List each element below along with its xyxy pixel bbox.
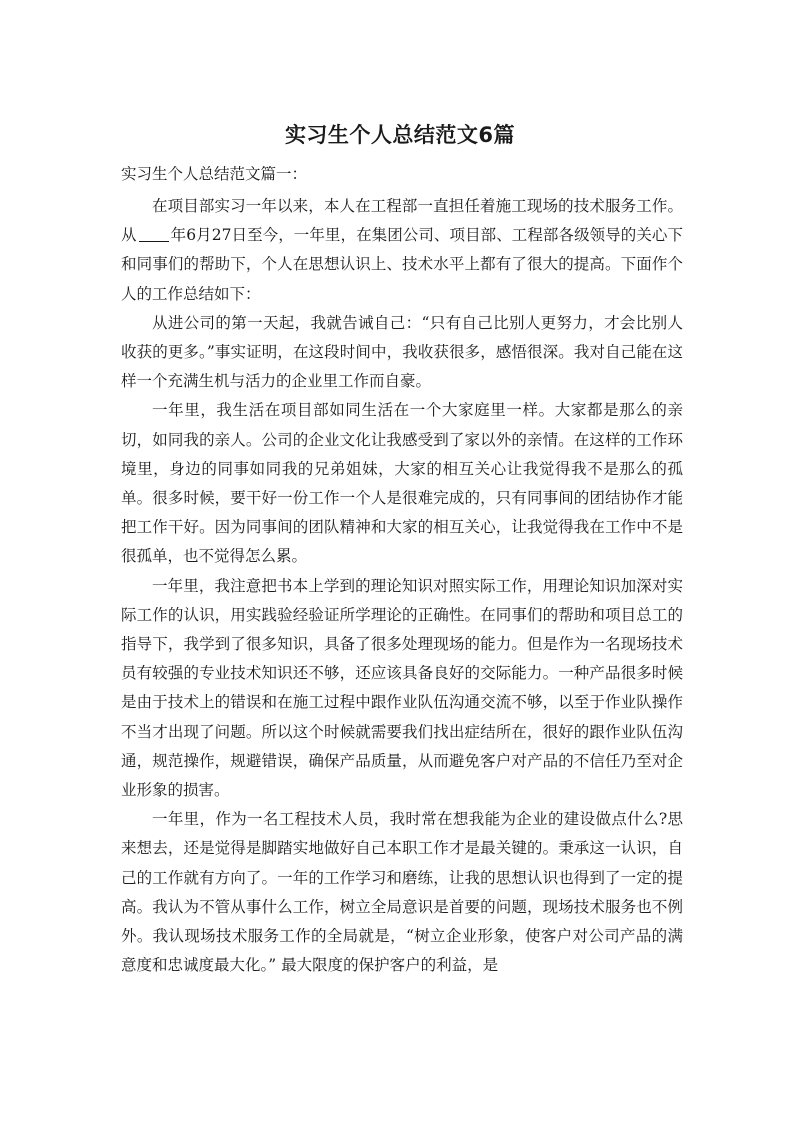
paragraph-2: 从进公司的第一天起，我就告诫自己：“只有自己比别人更努力，才会比别人收获的更多。”事实证明，在这段时间中，我收获很多，感悟很深。我对自己能在这样一个充满生机与活力的企业里工作而自豪。 (121, 313, 683, 391)
paragraph-4: 一年里，我注意把书本上学到的理论知识对照实际工作，用理论知识加深对实际工作的认识，用实践验经验证所学理论的正确性。在同事们的帮助和项目总工的指导下，我学到了很多知识，具备了很多处理现场的能力。但是作为一名现场技术员有较强的专业技术知识还不够，还应该具备良好的交际能力。一种产品很多时候是由于技术上的错误和在施工过程中跟作业队伍沟通交流不够，以至于作业队操作不当才出现了问题。所以这个时候就需要我们找出症结所在，很好的跟作业队伍沟通，规范操作，规避错误，确保产品质量，从而避免客户对产品的不信任乃至对企业形象的损害。 (121, 576, 683, 800)
paragraph-3: 一年里，我生活在项目部如同生活在一个大家庭里一样。大家都是那么的亲切，如同我的亲人。公司的企业文化让我感受到了家以外的亲情。在这样的工作环境里，身边的同事如同我的兄弟姐妹，大家的相互关心让我觉得我不是那么的孤单。很多时候，要干好一份工作一个人是很难完成的，只有同事间的团结协作才能把工作干好。因为同事间的团队精神和大家的相互关心，让我觉得我在工作中不是很孤单，也不觉得怎么累。 (121, 401, 683, 566)
document-title: 实习生个人总结范文6篇 (284, 123, 516, 147)
section-heading: 实习生个人总结范文篇一： (121, 165, 308, 183)
paragraph-1 (121, 192, 683, 309)
paragraph-5: 一年里，作为一名工程技术人员，我时常在想我能为企业的建设做点什么?思来想去，还是觉得是脚踏实地做好自己本职工作才是最关键的。秉承这一认识，自己的工作就有方向了。一年的工作学习和磨练，让我的思想认识也得到了一定的提高。我认为不管从事什么工作，树立全局意识是首要的问题，现场技术服务也不例外。我认现场技术服务工作的全局就是，“树立企业形象，使客户对公司产品的满意度和忠诚度最大化。” 最大限度的保护客户的利益，是 (121, 810, 683, 975)
paragraph-1-text-a: 在项目部实习一年以来，本人在工程部一直担任着施工现场的技术服务工作。从 (121, 197, 683, 245)
paragraph-1-text-b: 年6月27日至今，一年里，在集团公司、项目部、工程部各级领导的关心下和同事们的帮助下，个人在思想认识上、技术水平上都有了很大的提高。下面作个人的工作总结如下： (121, 226, 683, 303)
document-body (121, 192, 683, 980)
date-blank-underline (139, 225, 169, 242)
